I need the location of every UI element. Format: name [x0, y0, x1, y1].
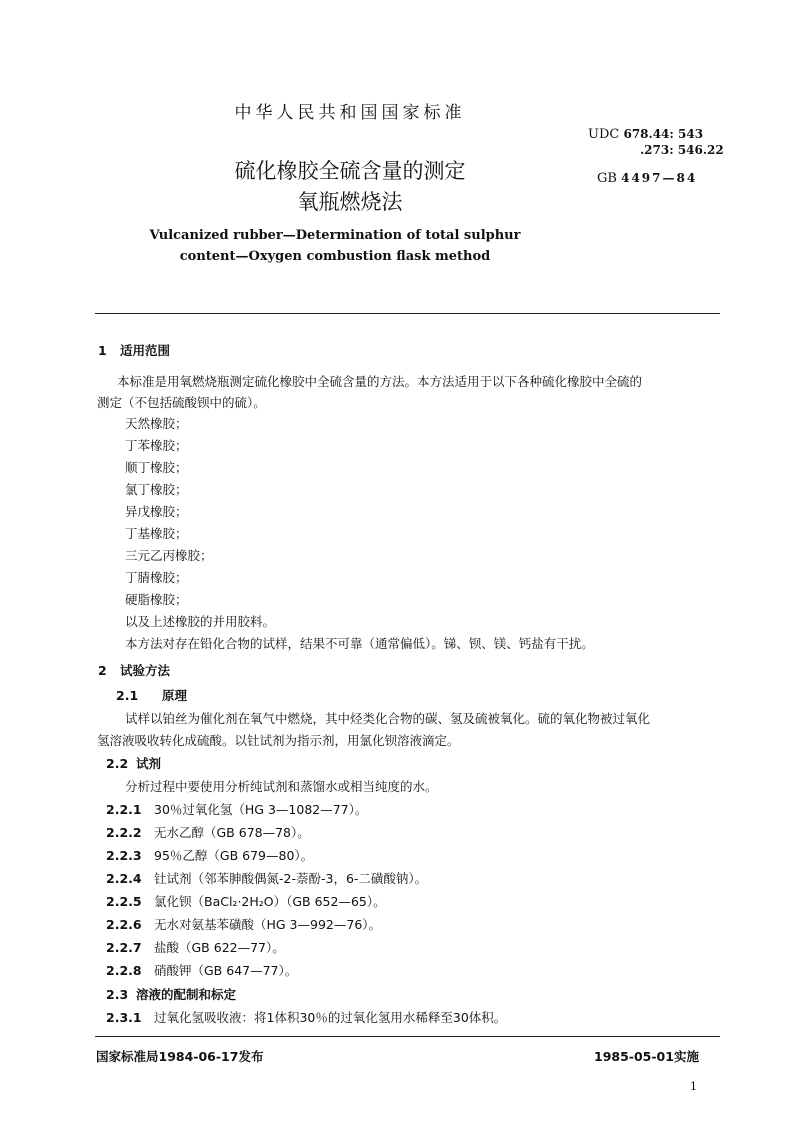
section-2-2-title: 试剂 [136, 756, 162, 771]
section-1-para-line1: 本标准是用氧燃烧瓶测定硫化橡胶中全硫含量的方法。本方法适用于以下各种硫化橡胶中全硫的 [117, 374, 643, 389]
section-2-3-title: 溶液的配制和标定 [136, 987, 237, 1002]
page-number: 1 [690, 1080, 697, 1093]
effective-date: 1985-05-01实施 [594, 1049, 699, 1064]
reagent-item [106, 800, 367, 818]
reagent-text: 氯化钡（BaCl₂·2H₂O）（GB 652—65）。 [154, 894, 386, 909]
rubber-item: 丁苯橡胶； [125, 438, 188, 453]
standard-title: 中华人民共和国国家标准 [234, 103, 466, 123]
reagent-intro: 分析过程中要使用分析纯试剂和蒸馏水或相当纯度的水。 [125, 779, 438, 794]
section-2-3-heading [106, 985, 236, 1003]
section-2-1-title: 原理 [162, 688, 188, 703]
reagent-number: 2.2.1 [106, 802, 142, 817]
reagent-item [106, 961, 297, 979]
cn-title-line2: 氧瓶燃烧法 [297, 190, 403, 214]
reagent-item [106, 869, 427, 887]
udc-label: UDC [588, 127, 620, 142]
blend-note: 以及上述橡胶的并用胶料。 [125, 614, 276, 629]
reagent-number: 2.2.5 [106, 894, 142, 909]
reagent-number: 2.2.7 [106, 940, 142, 955]
section-2-2-heading [106, 754, 161, 772]
reagent-text: 无水对氨基苯磺酸（HG 3—992—76）。 [154, 917, 382, 932]
rubber-item: 丁腈橡胶； [125, 570, 188, 585]
solution-item [106, 1008, 506, 1026]
interference-note: 本方法对存在铅化合物的试样，结果不可靠（通常偏低）。锑、钡、镁、钙盐有干扰。 [125, 636, 594, 651]
section-1-heading [98, 341, 170, 359]
reagent-item [106, 938, 285, 956]
udc-line1: 678.44: 543 [623, 127, 704, 141]
solution-number: 2.3.1 [106, 1010, 142, 1025]
reagent-number: 2.2.2 [106, 825, 142, 840]
rubber-item: 硬脂橡胶； [125, 592, 188, 607]
reagent-number: 2.2.6 [106, 917, 142, 932]
section-2-1-heading [116, 686, 187, 704]
reagent-text: 钍试剂（邻苯胂酸偶氮-2-萘酚-3，6-二磺酸钠）。 [154, 871, 428, 886]
reagent-text: 30％过氧化氢（HG 3—1082—77）。 [154, 802, 368, 817]
section-1-title: 适用范围 [120, 343, 171, 358]
rubber-item: 三元乙丙橡胶； [125, 548, 213, 563]
gb-number: 4497—84 [621, 171, 698, 185]
udc-line2: .273: 546.22 [640, 143, 724, 157]
reagent-item [106, 892, 386, 910]
reagent-text: 95％乙醇（GB 679—80）。 [154, 848, 314, 863]
issue-date: 国家标准局1984-06-17发布 [96, 1049, 264, 1064]
reagent-text: 硝酸钾（GB 647—77）。 [154, 963, 298, 978]
reagent-number: 2.2.4 [106, 871, 142, 886]
cn-title-line1: 硫化橡胶全硫含量的测定 [234, 159, 466, 183]
section-2-3-number: 2.3 [106, 987, 129, 1002]
footer-divider [95, 1036, 720, 1037]
reagent-text: 盐酸（GB 622—77）。 [154, 940, 285, 955]
reagent-item [106, 823, 310, 841]
reagent-number: 2.2.3 [106, 848, 142, 863]
section-2-2-number: 2.2 [106, 756, 129, 771]
solution-text: 过氧化氢吸收液：将1体积30％的过氧化氢用水稀释至30体积。 [154, 1010, 507, 1025]
rubber-item: 氯丁橡胶； [125, 482, 188, 497]
en-title-line2: content—Oxygen combustion flask method [179, 249, 491, 264]
reagent-text: 无水乙醇（GB 678—78）。 [154, 825, 310, 840]
reagent-number: 2.2.8 [106, 963, 142, 978]
header-divider [95, 313, 720, 314]
principle-line1: 试样以铂丝为催化剂在氧气中燃烧，其中烃类化合物的碳、氢及硫被氧化。硫的氧化物被过氧化 [125, 711, 651, 726]
principle-line2: 氢溶液吸收转化成硫酸。以钍试剂为指示剂，用氯化钡溶液滴定。 [97, 733, 460, 748]
section-1-para-line2: 测定（不包括硫酸钡中的硫）。 [97, 395, 266, 410]
rubber-item: 天然橡胶； [125, 416, 188, 431]
en-title-line1: Vulcanized rubber—Determination of total sulphur [149, 228, 521, 243]
section-2-1-number: 2.1 [116, 688, 139, 703]
reagent-item [106, 915, 381, 933]
section-2-title: 试验方法 [120, 663, 171, 678]
section-2-number: 2 [98, 663, 107, 678]
reagent-item [106, 846, 313, 864]
rubber-item: 异戊橡胶； [125, 504, 188, 519]
rubber-item: 丁基橡胶； [125, 526, 188, 541]
gb-label: GB [597, 171, 617, 186]
rubber-item: 顺丁橡胶； [125, 460, 188, 475]
section-2-heading [98, 661, 170, 679]
udc-code [588, 127, 703, 142]
section-1-number: 1 [98, 343, 107, 358]
